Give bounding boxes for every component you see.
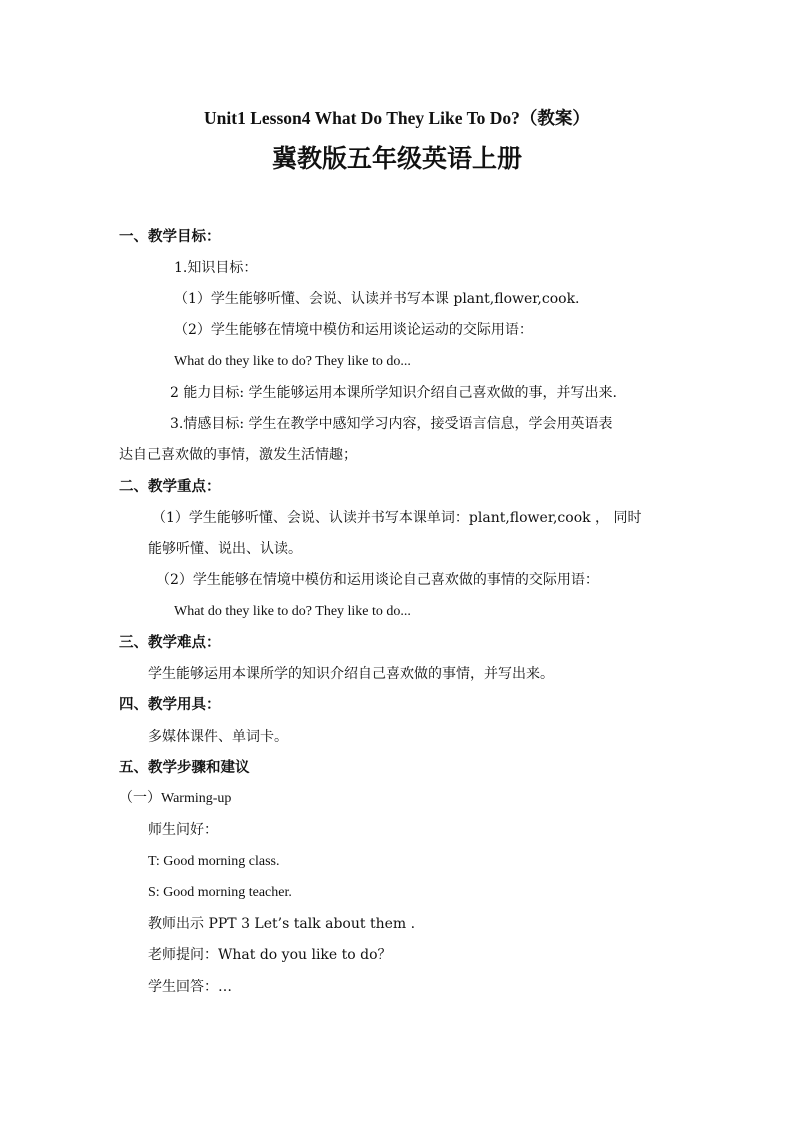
- paragraph-line: What do they like to do? They like to do...: [174, 354, 411, 369]
- paragraph-line: 学生能够运用本课所学的知识介绍自己喜欢做的事情，并写出来。: [148, 666, 554, 682]
- paragraph-line: （1）学生能够听懂、会说、认读并书写本课单词：plant,flower,cook ， 同时: [152, 510, 642, 526]
- paragraph-line: （2）学生能够在情境中模仿和运用谈论运动的交际用语：: [174, 322, 533, 338]
- section-heading-difficulties: 三、教学难点：: [119, 634, 221, 651]
- paragraph-line: 教师出示 PPT 3 Let’s talk about them .: [148, 916, 416, 932]
- dialogue-line: S: Good morning teacher.: [148, 885, 292, 900]
- paragraph-line: What do they like to do? They like to do...: [174, 604, 411, 619]
- section-heading-steps: 五、教学步骤和建议: [119, 759, 250, 776]
- paragraph-line: 老师提问：What do you like to do？: [148, 947, 392, 963]
- paragraph-line: 多媒体课件、单词卡。: [148, 729, 288, 745]
- paragraph-line: 2 能力目标: 学生能够运用本课所学知识介绍自己喜欢做的事，并写出来.: [170, 385, 617, 401]
- paragraph-line: （2）学生能够在情境中模仿和运用谈论自己喜欢做的事情的交际用语：: [156, 572, 599, 588]
- paragraph-line: 3.情感目标: 学生在教学中感知学习内容，接受语言信息，学会用英语表: [170, 416, 613, 432]
- section-heading-objectives: 一、教学目标：: [119, 228, 221, 245]
- section-heading-key-points: 二、教学重点：: [119, 478, 221, 495]
- paragraph-line: （1）学生能够听懂、会说、认读并书写本课 plant,flower,cook.: [174, 291, 580, 307]
- paragraph-line: 师生问好：: [148, 822, 218, 838]
- subsection-heading-warming-up: （一）Warming-up: [119, 791, 232, 806]
- document-title-chinese: 冀教版五年级英语上册: [271, 144, 522, 173]
- section-heading-teaching-aids: 四、教学用具：: [119, 696, 221, 713]
- document-title-english: Unit1 Lesson4 What Do They Like To Do?（教案）: [204, 108, 590, 128]
- paragraph-line: 达自己喜欢做的事情，激发生活情趣；: [119, 447, 357, 463]
- dialogue-line: T: Good morning class.: [148, 854, 280, 869]
- paragraph-line: 1.知识目标：: [174, 260, 258, 276]
- paragraph-line: 学生回答：…: [148, 979, 232, 995]
- paragraph-line: 能够听懂、说出、认读。: [148, 541, 302, 557]
